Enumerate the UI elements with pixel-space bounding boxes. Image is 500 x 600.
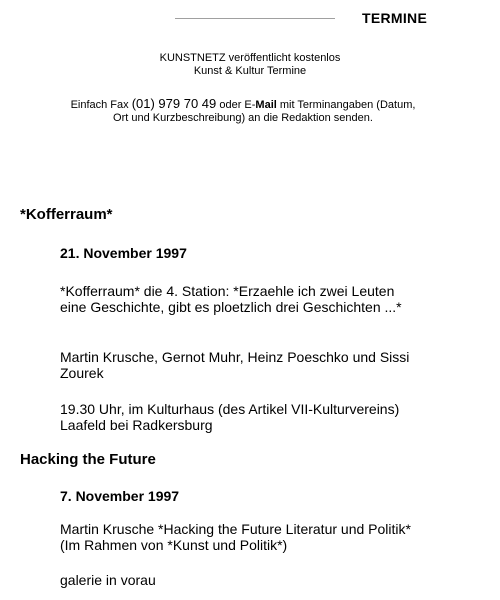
intro-announcement	[0, 52, 500, 78]
intro-instructions-line-1	[6, 97, 480, 112]
event-date: 21. November 1997	[60, 245, 187, 261]
event-title: Hacking the Future	[20, 451, 156, 468]
header-rule	[175, 18, 335, 19]
intro-text: oder E-	[216, 99, 256, 111]
event-description: Martin Krusche *Hacking the Future Literatur und Politik* (Im Rahmen von *Kunst und Politik*)	[60, 521, 411, 553]
event-location: 19.30 Uhr, im Kulturhaus (des Artikel VII-Kulturvereins) Laafeld bei Radkersburg	[60, 401, 400, 433]
page-title: TERMINE	[362, 10, 428, 26]
intro-line-1: KUNSTNETZ veröffentlicht kostenlos	[159, 52, 341, 64]
intro-instructions-line-2: Ort und Kurzbeschreibung) an die Redaktion senden.	[113, 112, 373, 124]
mail-word: Mail	[255, 99, 277, 111]
event-people: Martin Krusche, Gernot Muhr, Heinz Poeschko und Sissi Zourek	[60, 349, 410, 381]
intro-line-2: Kunst & Kultur Termine	[193, 65, 307, 77]
event-location: galerie in vorau	[60, 572, 156, 588]
intro-text: Einfach Fax	[70, 99, 132, 111]
event-title: *Kofferraum*	[20, 206, 113, 223]
intro-text: mit Terminangaben (Datum,	[276, 99, 416, 111]
event-date: 7. November 1997	[60, 488, 180, 504]
event-description: *Kofferraum* die 4. Station: *Erzaehle ich zwei Leuten eine Geschichte, gibt es ploetzlich drei Geschichten ...*	[60, 283, 402, 315]
fax-number: (01) 979 70 49	[131, 96, 217, 111]
intro-instructions	[6, 97, 480, 125]
